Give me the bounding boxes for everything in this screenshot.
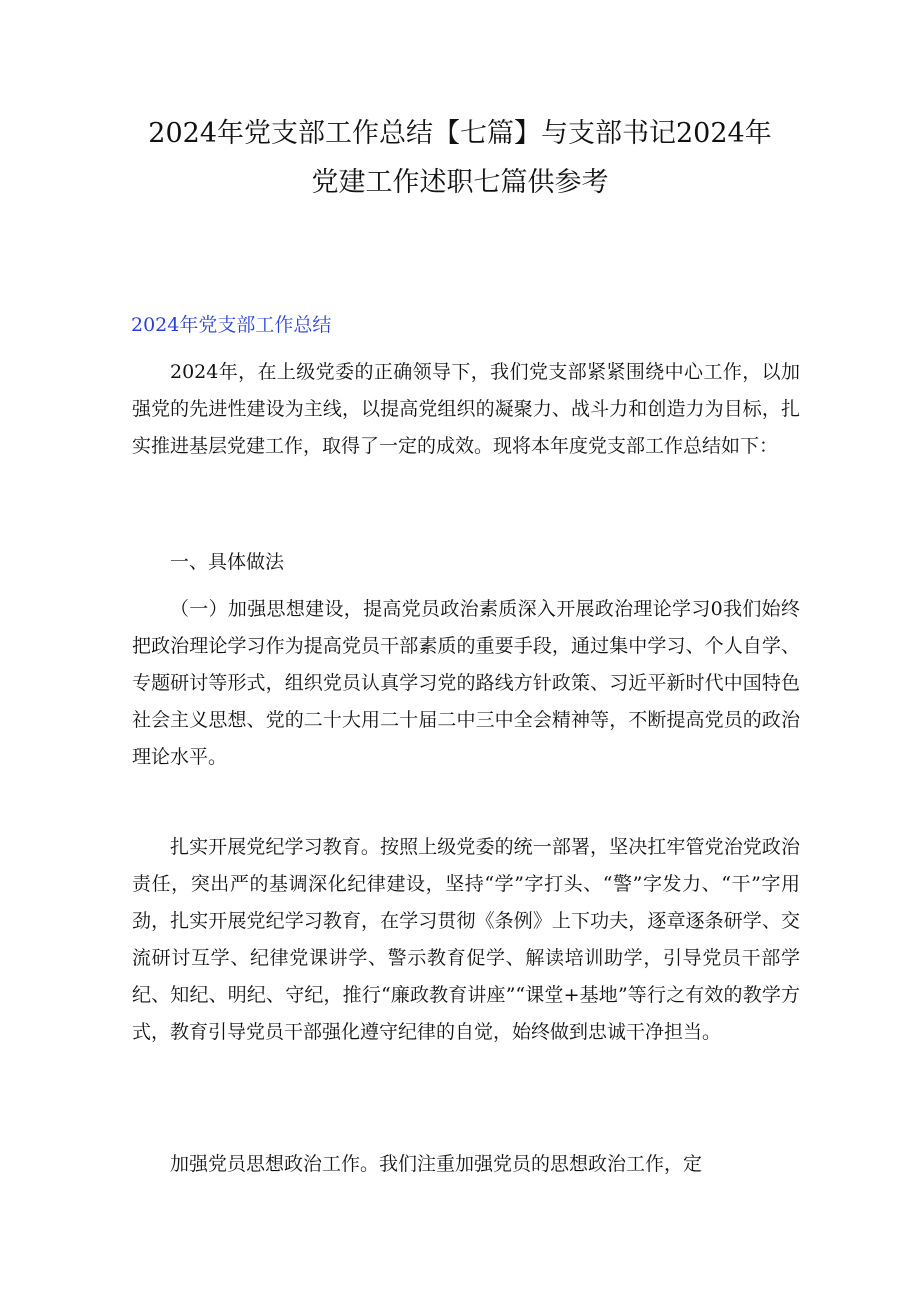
document-title-line-1: 2024年党支部工作总结【七篇】与支部书记2024年 — [148, 118, 772, 149]
document-title-line-2: 党建工作述职七篇供参考 — [311, 167, 609, 198]
paragraph-discipline-education: 扎实开展党纪学习教育。按照上级党委的统一部署，坚决扛牢管党治党政治责任，突出严的基调深化纪律建设，坚持“学”字打头、“警”字发力、“干”字用劲，扎实开展党纪学习教育，在学习贯彻《条例》上下功夫，逐章逐条研学、交流研讨互学、纪律党课讲学、警示教育促学、解读培训助学，引导党员干部学纪、知纪、明纪、守纪，推行“廉政教育讲座”“课堂+基地”等行之有效的教学方式，教育引导党员干部强化遵守纪律的自觉，始终做到忠诚干净担当。 — [132, 836, 800, 1043]
paragraph-subheading: 一、具体做法 — [170, 551, 285, 573]
paragraph-thought-building: （一）加强思想建设，提高党员政治素质深入开展政治理论学习0我们始终把政治理论学习作为提高党员干部素质的重要手段，通过集中学习、个人自学、专题研讨等形式，组织党员认真学习党的路线方针政策、习近平新时代中国特色社会主义思想、党的二十大用二十届二中三中全会精神等，不断提高党员的政治理论水平。 — [132, 598, 800, 768]
paragraph-intro: 2024年，在上级党委的正确领导下，我们党支部紧紧围绕中心工作，以加强党的先进性建设为主线，以提高党组织的凝聚力、战斗力和创造力为目标，扎实推进基层党建工作，取得了一定的成效。现将本年度党支部工作总结如下： — [132, 361, 800, 457]
paragraph-political-work: 加强党员思想政治工作。我们注重加强党员的思想政治工作，定 — [170, 1153, 703, 1175]
section-heading: 2024年党支部工作总结 — [131, 314, 332, 336]
